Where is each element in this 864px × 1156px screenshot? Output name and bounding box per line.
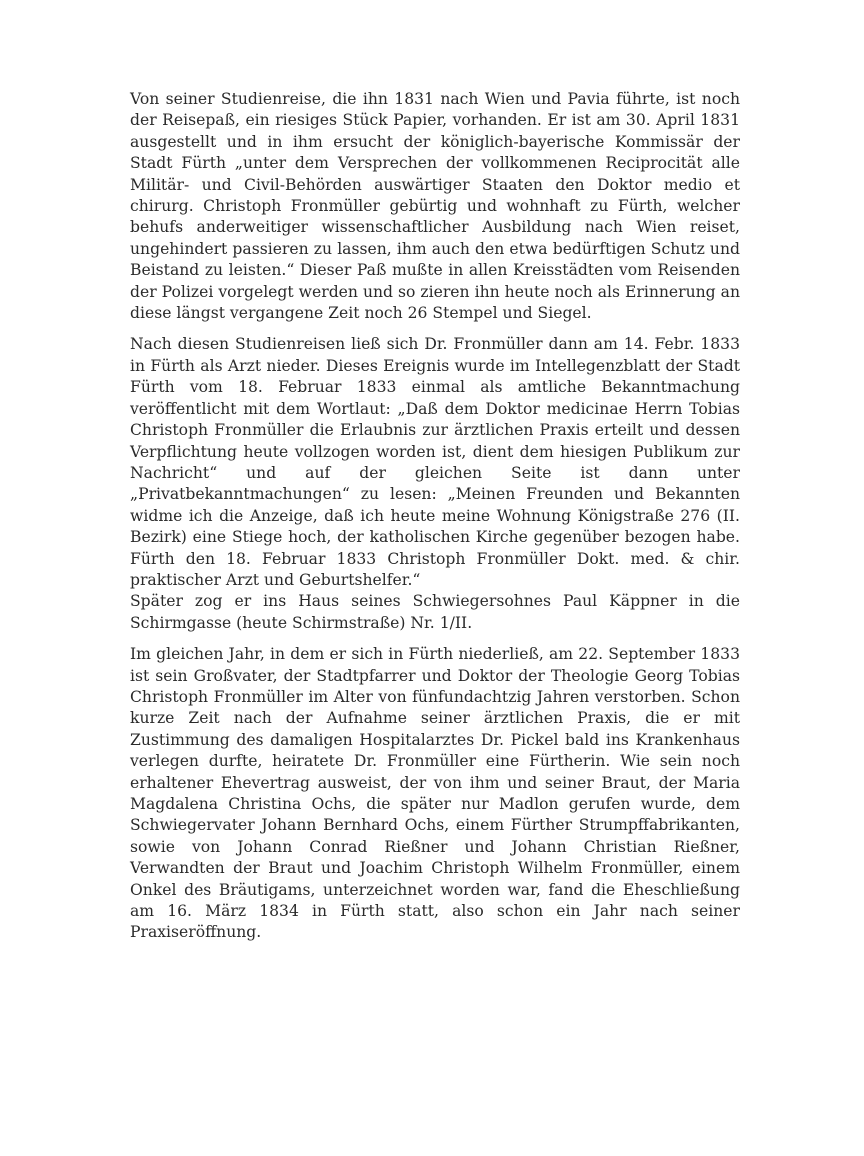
paragraph-studienreise: Von seiner Studienreise, die ihn 1831 nach Wien und Pavia führte, ist noch der Reisepaß, ein riesiges Stück Papier, vorhanden. Er ist am 30. April 1831 ausgestellt und in ihm ersucht der königlich-bayerische Kommissär der Stadt Fürth „unter dem Versprechen der vollkommenen Reciprocität alle Militär- und Civil-Behörden auswärtiger Staaten den Doktor medio et chirurg. Christoph Fronmüller gebürtig und wohnhaft zu Fürth, welcher behufs anderweitiger wissenschaftlicher Ausbildung nach Wien reiset, ungehindert passieren zu lassen, ihm auch den etwa bedürftigen Schutz und Beistand zu leisten.“ Dieser Paß mußte in allen Kreisstädten vom Reisenden der Polizei vorgelegt werden und so zieren ihn heute noch als Erinnerung an diese längst vergangene Zeit noch 26 Stempel und Siegel.: [130, 90, 740, 323]
document-page: [130, 89, 740, 944]
paragraph-eheschliessung: Im gleichen Jahr, in dem er sich in Fürth niederließ, am 22. September 1833 ist sein Großvater, der Stadtpfarrer und Doktor der Theologie Georg Tobias Christoph Fronmüller im Alter von fünfundachtzig Jahren verstorben. Schon kurze Zeit nach der Aufnahme seiner ärztlichen Praxis, die er mit Zustimmung des damaligen Hospitalarztes Dr. Pickel bald ins Krankenhaus verlegen durfte, heiratete Dr. Fronmüller eine Fürtherin. Wie sein noch erhaltener Ehevertrag ausweist, der von ihm und seiner Braut, der Maria Magdalena Christina Ochs, die später nur Madlon gerufen wurde, dem Schwiegervater Johann Bernhard Ochs, einem Fürther Strumpffabrikanten, sowie von Johann Conrad Rießner und Johann Christian Rießner, Verwandten der Braut und Joachim Christoph Wilhelm Fronmüller, einem Onkel des Bräutigams, unterzeichnet worden war, fand die Eheschließung am 16. März 1834 in Fürth statt, also schon ein Jahr nach seiner Praxiseröffnung.: [130, 645, 740, 942]
paragraph-schirmgasse: Später zog er ins Haus seines Schwiegersohnes Paul Käppner in die Schirmgasse (heute Schirmstraße) Nr. 1/II.: [130, 592, 740, 632]
paragraph-niederlassung: Nach diesen Studienreisen ließ sich Dr. Fronmüller dann am 14. Febr. 1833 in Fürth als Arzt nieder. Dieses Ereignis wurde im Intellegenzblatt der Stadt Fürth vom 18. Februar 1833 einmal als amtliche Bekanntmachung veröffentlicht mit dem Wortlaut: „Daß dem Doktor medicinae Herrn Tobias Christoph Fronmüller die Erlaubnis zur ärztlichen Praxis erteilt und dessen Verpflichtung heute vollzogen worden ist, dient dem hiesigen Publikum zur Nachricht“ und auf der gleichen Seite ist dann unter „Privatbekanntmachungen“ zu lesen: „Meinen Freunden und Bekannten widme ich die Anzeige, daß ich heute meine Wohnung Königstraße 276 (II. Bezirk) eine Stiege hoch, der katholischen Kirche gegenüber bezogen habe. Fürth den 18. Februar 1833 Christoph Fronmüller Dokt. med. & chir. praktischer Arzt und Geburtshelfer.“: [130, 335, 740, 589]
